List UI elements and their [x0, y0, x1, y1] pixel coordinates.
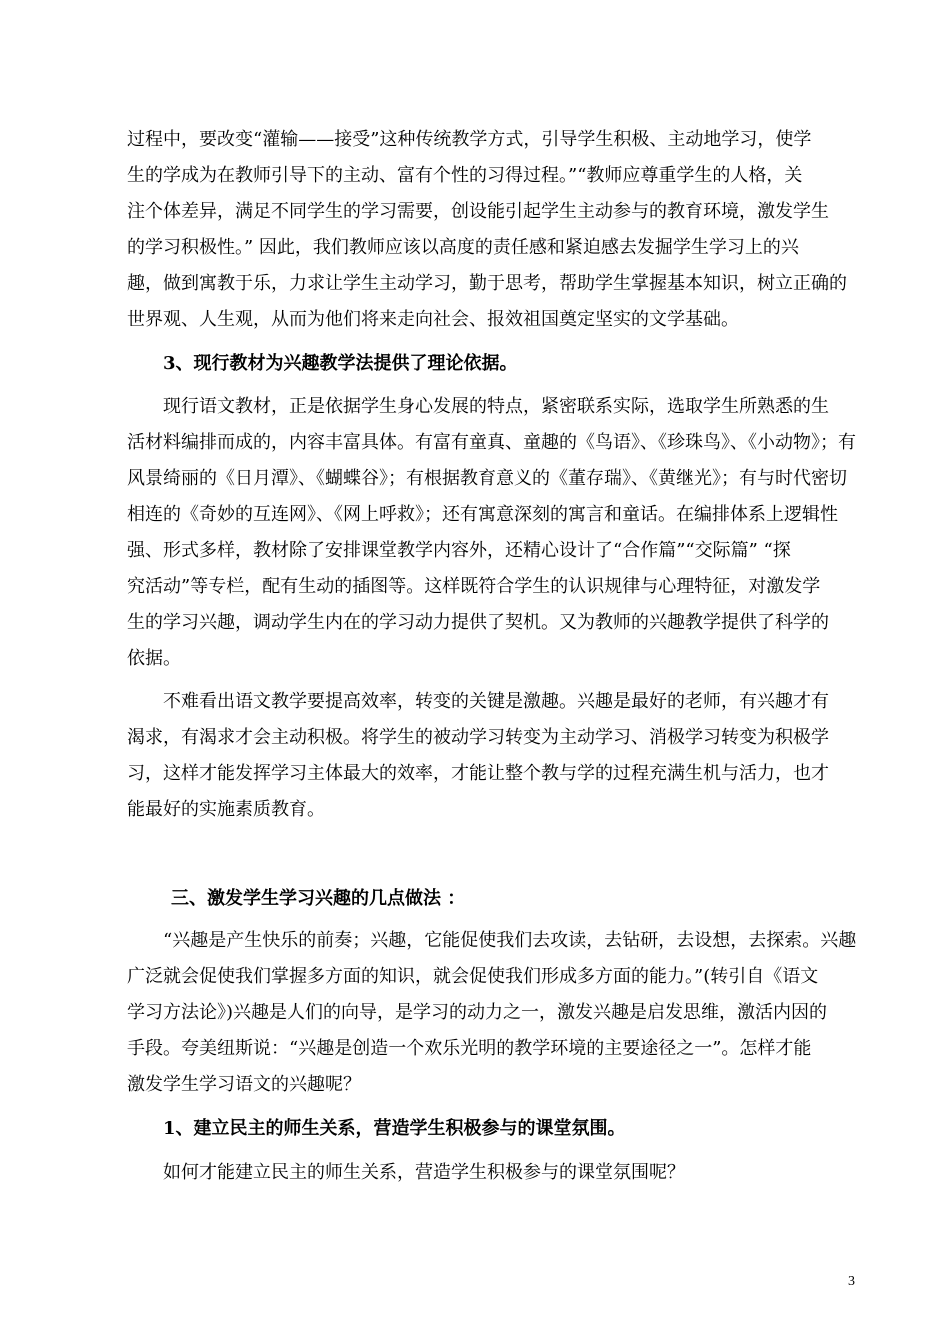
paragraph-line: 究活动”等专栏，配有生动的插图等。这样既符合学生的认识规律与心理特征，对激发学: [127, 576, 821, 597]
paragraph-line: 不难看出语文教学要提高效率，转变的关键是激趣。兴趣是最好的老师，有兴趣才有: [163, 691, 829, 712]
paragraph-line: 注个体差异，满足不同学生的学习需要，创设能引起学生主动参与的教育环境，激发学生: [127, 201, 829, 222]
section-heading: 3、现行教材为兴趣教学法提供了理论依据。: [163, 353, 518, 374]
paragraph-line: 强、形式多样，教材除了安排课堂教学内容外，还精心设计了“合作篇”“交际篇” “探: [127, 540, 791, 561]
paragraph-line: 现行语文教材，正是依据学生身心发展的特点，紧密联系实际，选取学生所熟悉的生: [163, 396, 829, 417]
paragraph-line: 如何才能建立民主的师生关系，营造学生积极参与的课堂氛围呢？: [163, 1162, 685, 1183]
section-heading: 1、建立民主的师生关系，营造学生积极参与的课堂氛围。: [163, 1118, 626, 1139]
paragraph-line: 渴求，有渴求才会主动积极。将学生的被动学习转变为主动学习、消极学习转变为积极学: [127, 727, 829, 748]
paragraph-line: 习，这样才能发挥学习主体最大的效率，才能让整个教与学的过程充满生机与活力，也才: [127, 763, 829, 784]
paragraph-line: 广泛就会促使我们掌握多方面的知识，就会促使我们形成多方面的能力。”(转引自《语文: [127, 966, 819, 987]
paragraph-line: 生的学习兴趣，调动学生内在的学习动力提供了契机。又为教师的兴趣教学提供了科学的: [127, 612, 829, 633]
paragraph-line: 依据。: [127, 648, 181, 669]
paragraph-line: 世界观、人生观，从而为他们将来走向社会、报效祖国奠定坚实的文学基础。: [127, 309, 739, 330]
paragraph-line: “兴趣是产生快乐的前奏；兴趣，它能促使我们去攻读，去钻研，去设想，去探索。兴趣: [163, 930, 857, 951]
paragraph-line: 风景绮丽的《日月潭》、《蝴蝶谷》；有根据教育意义的《董存瑞》、《黄继光》；有与时代密切: [127, 468, 847, 489]
paragraph-line: 趣，做到寓教于乐，力求让学生主动学习，勤于思考，帮助学生掌握基本知识，树立正确的: [127, 273, 847, 294]
paragraph-line: 相连的《奇妙的互连网》、《网上呼救》；还有寓意深刻的寓言和童话。在编排体系上逻辑性: [127, 504, 838, 525]
paragraph-line: 活材料编排而成的，内容丰富具体。有富有童真、童趣的《鸟语》、《珍珠鸟》、《小动物》；有: [127, 432, 856, 453]
paragraph-line: 过程中，要改变“灌输——接受”这种传统教学方式，引导学生积极、主动地学习，使学: [127, 129, 812, 150]
paragraph-line: 的学习积极性。” 因此，我们教师应该以高度的责任感和紧迫感去发掘学生学习上的兴: [127, 237, 799, 258]
paragraph-line: 生的学成为在教师引导下的主动、富有个性的习得过程。”“教师应尊重学生的人格，关: [127, 165, 803, 186]
paragraph-line: 激发学生学习语文的兴趣呢？: [127, 1074, 361, 1095]
paragraph-line: 能最好的实施素质教育。: [127, 799, 325, 820]
chapter-heading: 三、激发学生学习兴趣的几点做法 ：: [171, 888, 466, 909]
page-number: 3: [848, 1274, 855, 1289]
paragraph-line: 学习方法论》)兴趣是人们的向导，是学习的动力之一，激发兴趣是启发思维，激活内因的: [127, 1002, 828, 1023]
paragraph-line: 手段。夸美纽斯说：“兴趣是创造一个欢乐光明的教学环境的主要途径之一”。怎样才能: [127, 1038, 812, 1059]
